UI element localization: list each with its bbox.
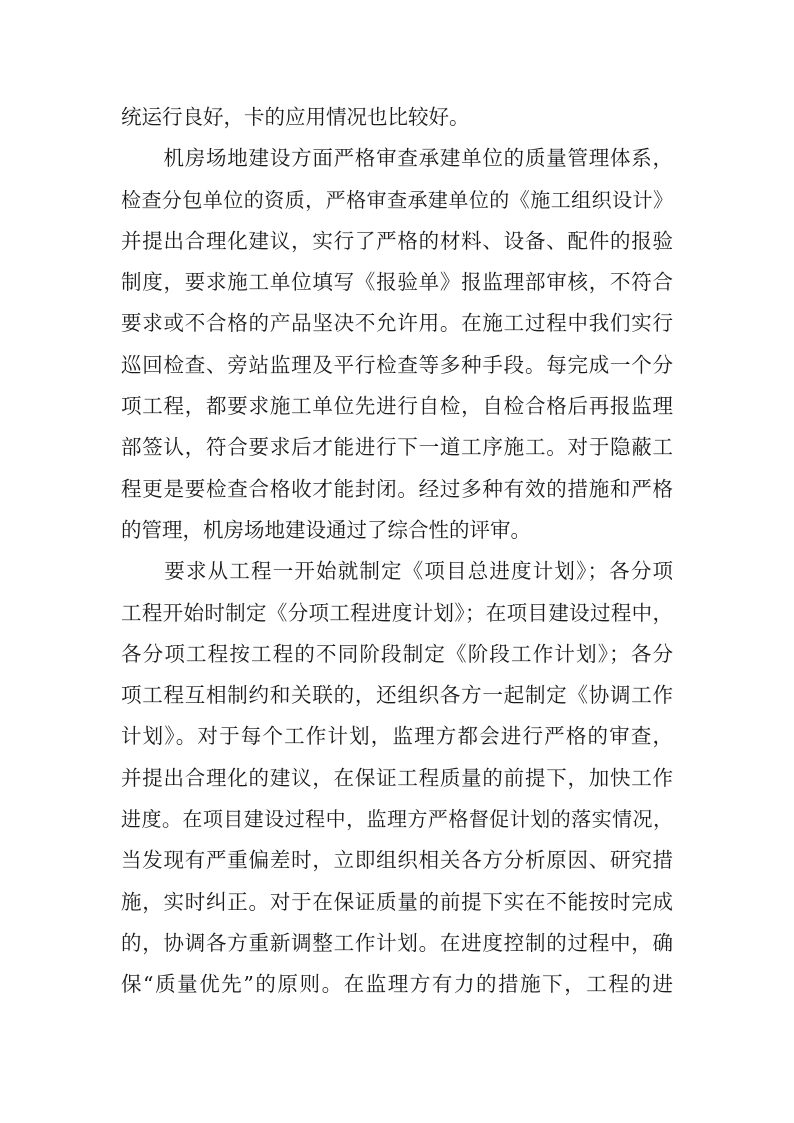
text-line: 要求从工程一开始就制定《项目总进度计划》；各分项 (121, 559, 673, 584)
text-line: 进度。在项目建设过程中，监理方严格督促计划的落实情况， (121, 807, 673, 832)
text-line: 保“质量优先”的原则。在监理方有力的措施下，工程的进 (121, 972, 673, 997)
text-line: 机房场地建设方面严格审查承建单位的质量管理体系， (121, 146, 673, 171)
text-line: 各分项工程按工程的不同阶段制定《阶段工作计划》；各分 (121, 641, 673, 666)
text-line: 的管理，机房场地建设通过了综合性的评审。 (121, 517, 531, 542)
text-line: 部签认，符合要求后才能进行下一道工序施工。对于隐蔽工 (121, 435, 673, 460)
text-line: 工程开始时制定《分项工程进度计划》；在项目建设过程中， (121, 600, 673, 625)
text-line: 巡回检查、旁站监理及平行检查等多种手段。每完成一个分 (121, 352, 673, 377)
text-line: 项工程互相制约和关联的，还组织各方一起制定《协调工作 (121, 683, 673, 708)
text-line: 制度，要求施工单位填写《报验单》报监理部审核，不符合 (121, 270, 673, 295)
body-text (121, 97, 673, 1006)
text-line: 并提出合理化的建议，在保证工程质量的前提下，加快工作 (121, 765, 673, 790)
text-line: 项工程，都要求施工单位先进行自检，自检合格后再报监理 (121, 394, 673, 419)
text-line: 检查分包单位的资质，严格审查承建单位的《施工组织设计》 (121, 187, 673, 212)
text-line: 施，实时纠正。对于在保证质量的前提下实在不能按时完成 (121, 889, 673, 914)
text-line: 要求或不合格的产品坚决不允许用。在施工过程中我们实行 (121, 311, 673, 336)
text-line: 程更是要检查合格收才能封闭。经过多种有效的措施和严格 (121, 476, 673, 501)
text-line: 计划》。对于每个工作计划，监理方都会进行严格的审查， (121, 724, 673, 749)
text-line: 并提出合理化建议，实行了严格的材料、设备、配件的报验 (121, 228, 673, 253)
text-line: 统运行良好，卡的应用情况也比较好。 (121, 105, 470, 129)
text-line: 当发现有严重偏差时，立即组织相关各方分析原因、研究措 (121, 848, 673, 873)
text-line: 的，协调各方重新调整工作计划。在进度控制的过程中，确 (121, 930, 673, 955)
